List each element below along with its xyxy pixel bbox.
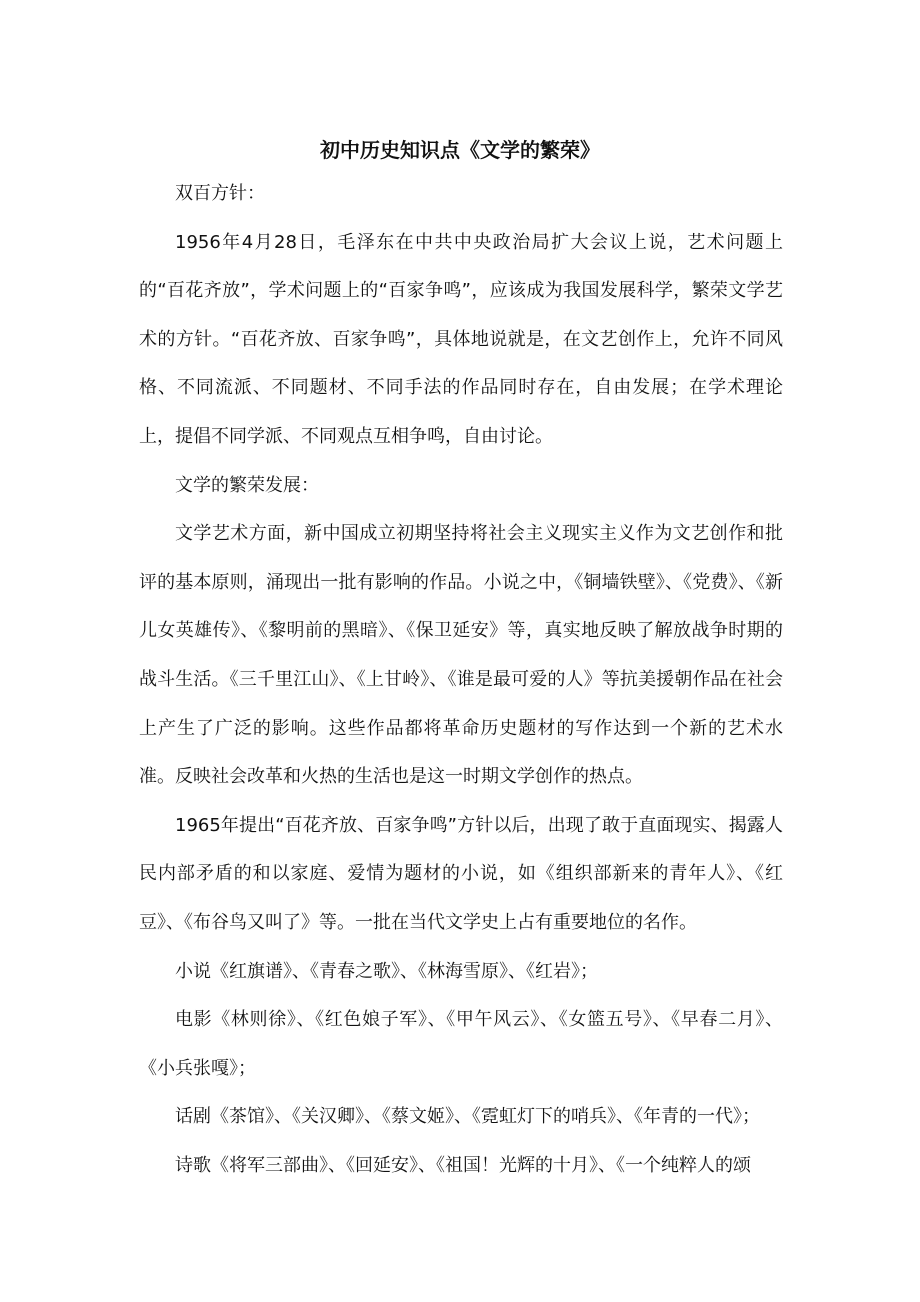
paragraph-novels: 小说《红旗谱》、《青春之歌》、《林海雪原》、《红岩》； (175, 960, 598, 982)
paragraph: 1965年提出“百花齐放、百家争鸣”方针以后，出现了敢于直面现实、揭露人民内部矛盾的和以家庭、爱情为题材的小说，如《组织部新来的青年人》、《红豆》、《布谷鸟又叫了》等。一批在当代文学史上占有重要地位的名作。 (139, 814, 783, 933)
paragraph: 文学艺术方面，新中国成立初期坚持将社会主义现实主义作为文艺创作和批评的基本原则，涌现出一批有影响的作品。小说之中，《铜墙铁壁》、《党费》、《新儿女英雄传》、《黎明前的黑暗》、《保卫延安》等，真实地反映了解放战争时期的战斗生活。《三千里江山》、《上甘岭》、《谁是最可爱的人》等抗美援朝作品在社会上产生了广泛的影响。这些作品都将革命历史题材的写作达到一个新的艺术水准。反映社会改革和火热的生活也是这一时期文学创作的热点。 (139, 523, 783, 788)
paragraph-films: 电影《林则徐》、《红色娘子军》、《甲午风云》、《女篮五号》、《早春二月》、《小兵张嘎》； (139, 1009, 783, 1079)
paragraph: 1956年4月28日，毛泽东在中共中央政治局扩大会议上说，艺术问题上的“百花齐放”，学术问题上的“百家争鸣”，应该成为我国发展科学，繁荣文学艺术的方针。“百花齐放、百家争鸣”，具体地说就是，在文艺创作上，允许不同风格、不同流派、不同题材、不同手法的作品同时存在，自由发展；在学术理论上，提倡不同学派、不同观点互相争鸣，自由讨论。 (139, 231, 783, 447)
paragraph-poems: 诗歌《将军三部曲》、《回延安》、《祖国！光辉的十月》、《一个纯粹人的颂 (175, 1154, 751, 1176)
document-title: 初中历史知识点《文学的繁荣》 (320, 138, 600, 163)
document-body (139, 170, 783, 1190)
paragraph-dramas: 话剧《茶馆》、《关汉卿》、《蔡文姬》、《霓虹灯下的哨兵》、《年青的一代》； (175, 1106, 760, 1128)
paragraph-heading-shuangbai: 双百方针： (175, 183, 265, 204)
paragraph-heading-fanrong: 文学的繁荣发展： (175, 474, 319, 496)
